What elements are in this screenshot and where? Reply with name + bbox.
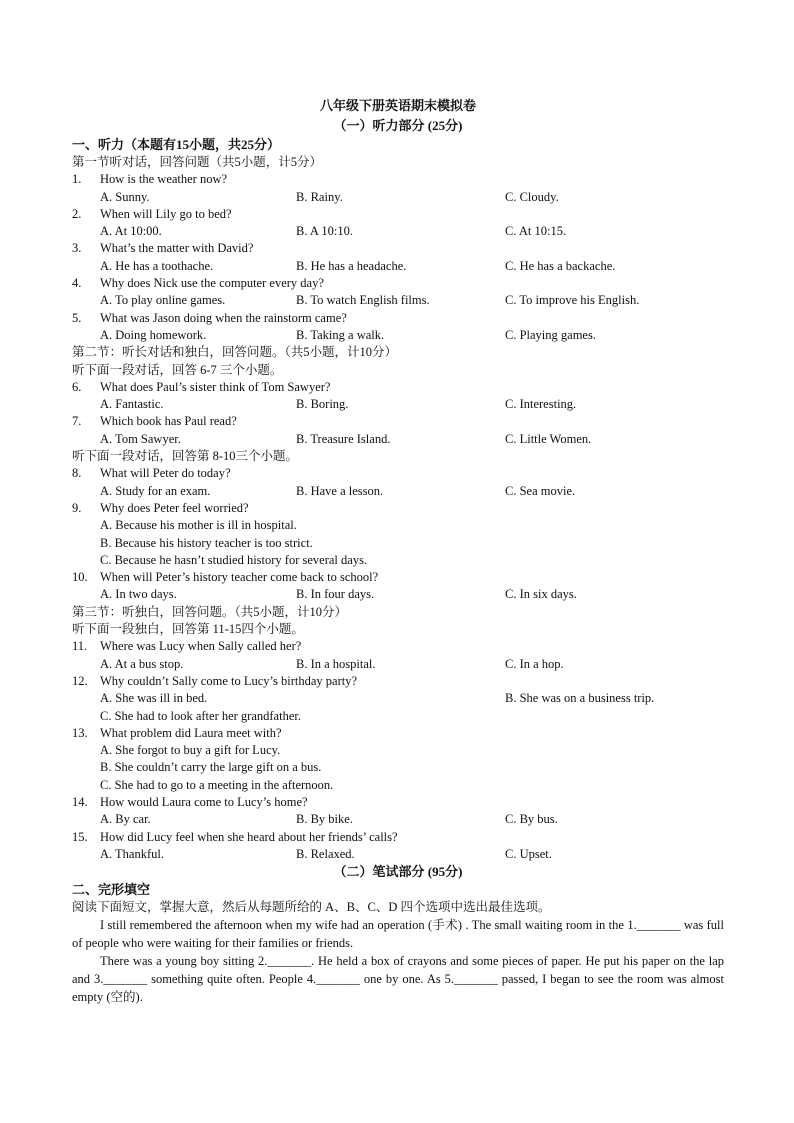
- option-a: A. At 10:00.: [100, 224, 162, 239]
- question-text: What’s the matter with David?: [100, 241, 254, 256]
- cloze-paragraph-2: There was a young boy sitting 2._______. He held a box of crayons and some pieces of paper. He put his paper on the lap and 3._______ something quite often. People 4._______ one by one. As 5._______ passed, I began to see the room was almost empty (空的).: [72, 954, 724, 1005]
- option-b: B. To watch English films.: [296, 293, 430, 308]
- cloze-section-title: 二、完形填空: [72, 882, 151, 898]
- question-stem: [72, 673, 724, 690]
- option-a: A. Sunny.: [100, 189, 150, 204]
- question-number: 1.: [72, 172, 82, 187]
- part1-title: 第一节听对话，回答问题（共5小题，计5分）: [72, 155, 323, 169]
- question-stem: [72, 240, 724, 257]
- question-number: 9.: [72, 500, 82, 515]
- options-row: [72, 396, 724, 413]
- options-row: [72, 223, 724, 240]
- options-row: [72, 656, 724, 673]
- option-c: C. She had to go to a meeting in the afternoon.: [100, 777, 334, 792]
- option-c: C. Upset.: [505, 846, 552, 861]
- options-row: [72, 483, 724, 500]
- option-c: C. Little Women.: [505, 431, 592, 446]
- option-b: B. She was on a business trip.: [505, 691, 655, 706]
- option-c: C. To improve his English.: [505, 293, 640, 308]
- options-row: [72, 690, 724, 707]
- question-number: 11.: [72, 639, 88, 654]
- option-a: A. She was ill in bed.: [100, 691, 208, 706]
- option-c: C. Playing games.: [505, 327, 596, 342]
- options-row: [72, 431, 724, 448]
- option-b: B. In four days.: [296, 587, 375, 602]
- question-stem: [72, 465, 724, 482]
- question-stem: [72, 500, 724, 517]
- part2-intro-b: 听下面一段对话，回答第 8-10三个小题。: [72, 449, 299, 464]
- options-row: [72, 258, 724, 275]
- question-text: How did Lucy feel when she heard about her friends’ calls?: [100, 829, 398, 844]
- question-stem: [72, 310, 724, 327]
- option-b: B. In a hospital.: [296, 656, 376, 671]
- listening-part-title: （一）听力部分 (25分): [333, 118, 463, 133]
- option-a: A. Because his mother is ill in hospital.: [100, 518, 297, 533]
- question-group-1: [72, 171, 724, 344]
- option-c: C. He has a backache.: [505, 258, 616, 273]
- question-number: 13.: [72, 725, 88, 740]
- option-b: B. Taking a walk.: [296, 327, 385, 342]
- question-text: When will Lily go to bed?: [100, 206, 232, 221]
- question-stem: [72, 206, 724, 223]
- question-stem: [72, 413, 724, 430]
- question-group-3: [72, 638, 724, 863]
- option-b: B. Relaxed.: [296, 846, 355, 861]
- options-row: [72, 292, 724, 309]
- option-b: B. She couldn’t carry the large gift on a bus.: [100, 760, 322, 775]
- question-number: 7.: [72, 414, 82, 429]
- options-row: [72, 189, 724, 206]
- question-stem: [72, 569, 724, 586]
- option-a: A. Doing homework.: [100, 327, 207, 342]
- exam-title: 八年级下册英语期末模拟卷: [319, 98, 476, 113]
- question-stem: [72, 171, 724, 188]
- question-stem: [72, 379, 724, 396]
- question-number: 8.: [72, 466, 82, 481]
- option-c: C. In six days.: [505, 587, 577, 602]
- question-text: What problem did Laura meet with?: [100, 725, 282, 740]
- question-number: 4.: [72, 276, 82, 291]
- question-text: Why does Peter feel worried?: [100, 500, 249, 515]
- question-number: 12.: [72, 673, 88, 688]
- question-text: How is the weather now?: [100, 172, 228, 187]
- question-number: 6.: [72, 379, 82, 394]
- question-number: 5.: [72, 310, 82, 325]
- question-stem: [72, 794, 724, 811]
- cloze-paragraph-1: I still remembered the afternoon when my wife had an operation (手术) . The small waiting room in the 1._______ was full of people who were waiting for their families or friends.: [72, 918, 724, 951]
- option-a: A. To play online games.: [100, 293, 226, 308]
- option-b: B. Boring.: [296, 397, 349, 412]
- listening-section-title: 一、听力（本题有15小题，共25分）: [72, 137, 281, 152]
- question-number: 10.: [72, 570, 88, 585]
- question-number: 15.: [72, 829, 88, 844]
- question-number: 3.: [72, 241, 82, 256]
- option-a: A. Study for an exam.: [100, 483, 211, 498]
- option-c: C. Interesting.: [505, 397, 577, 412]
- option-c: C. In a hop.: [505, 656, 564, 671]
- question-text: What will Peter do today?: [100, 466, 231, 481]
- question-stem: [72, 725, 724, 742]
- option-a: A. At a bus stop.: [100, 656, 184, 671]
- question-text: When will Peter’s history teacher come back to school?: [100, 570, 379, 585]
- question-text: Why couldn’t Sally come to Lucy’s birthday party?: [100, 673, 358, 688]
- option-c: C. She had to look after her grandfather.: [100, 708, 301, 723]
- question-stem: [72, 275, 724, 292]
- option-a: A. By car.: [100, 812, 151, 827]
- question-group-2b: [72, 465, 724, 603]
- option-a: A. Fantastic.: [100, 397, 164, 412]
- question-text: How would Laura come to Lucy’s home?: [100, 794, 308, 809]
- option-b: B. He has a headache.: [296, 258, 407, 273]
- part3-intro: 听下面一段独白，回答第 11-15四个小题。: [72, 622, 304, 637]
- writing-part-title: （二）笔试部分 (95分): [333, 864, 463, 880]
- option-a: A. In two days.: [100, 587, 177, 602]
- option-b: B. Rainy.: [296, 189, 343, 204]
- question-text: Where was Lucy when Sally called her?: [100, 639, 302, 654]
- option-c: C. Cloudy.: [505, 189, 559, 204]
- cloze-instruction: 阅读下面短文，掌握大意，然后从每题所给的 A、B、C、D 四个选项中选出最佳选项。: [72, 900, 551, 915]
- option-b: B. Treasure Island.: [296, 431, 391, 446]
- question-text: What does Paul’s sister think of Tom Sawyer?: [100, 379, 331, 394]
- option-b: B. By bike.: [296, 812, 353, 827]
- part2-title: 第二节：听长对话和独白，回答问题。（共5小题，计10分）: [72, 345, 398, 360]
- question-text: Why does Nick use the computer every day?: [100, 276, 324, 291]
- option-a: A. Tom Sawyer.: [100, 431, 181, 446]
- option-a: A. He has a toothache.: [100, 258, 214, 273]
- options-row: [72, 586, 724, 603]
- question-number: 2.: [72, 206, 82, 221]
- options-row: [72, 846, 724, 863]
- option-b: B. Because his history teacher is too strict.: [100, 535, 313, 550]
- option-c: C. Because he hasn’t studied history for several days.: [100, 552, 368, 567]
- question-stem: [72, 829, 724, 846]
- part3-title: 第三节：听独白，回答问题。（共5小题，计10分）: [72, 604, 348, 619]
- question-text: Which book has Paul read?: [100, 414, 237, 429]
- option-c: C. By bus.: [505, 812, 558, 827]
- question-group-2a: [72, 379, 724, 448]
- option-a: A. Thankful.: [100, 846, 164, 861]
- option-a: A. She forgot to buy a gift for Lucy.: [100, 743, 281, 758]
- options-row: [72, 811, 724, 828]
- option-c: C. Sea movie.: [505, 483, 576, 498]
- question-stem: [72, 638, 724, 655]
- options-row: [72, 327, 724, 344]
- part2-intro-a: 听下面一段对话，回答 6-7 三个小题。: [72, 362, 283, 377]
- exam-page: [72, 96, 724, 1006]
- option-c: C. At 10:15.: [505, 224, 567, 239]
- question-text: What was Jason doing when the rainstorm came?: [100, 310, 347, 325]
- option-b: B. A 10:10.: [296, 224, 353, 239]
- question-number: 14.: [72, 794, 88, 809]
- option-b: B. Have a lesson.: [296, 483, 384, 498]
